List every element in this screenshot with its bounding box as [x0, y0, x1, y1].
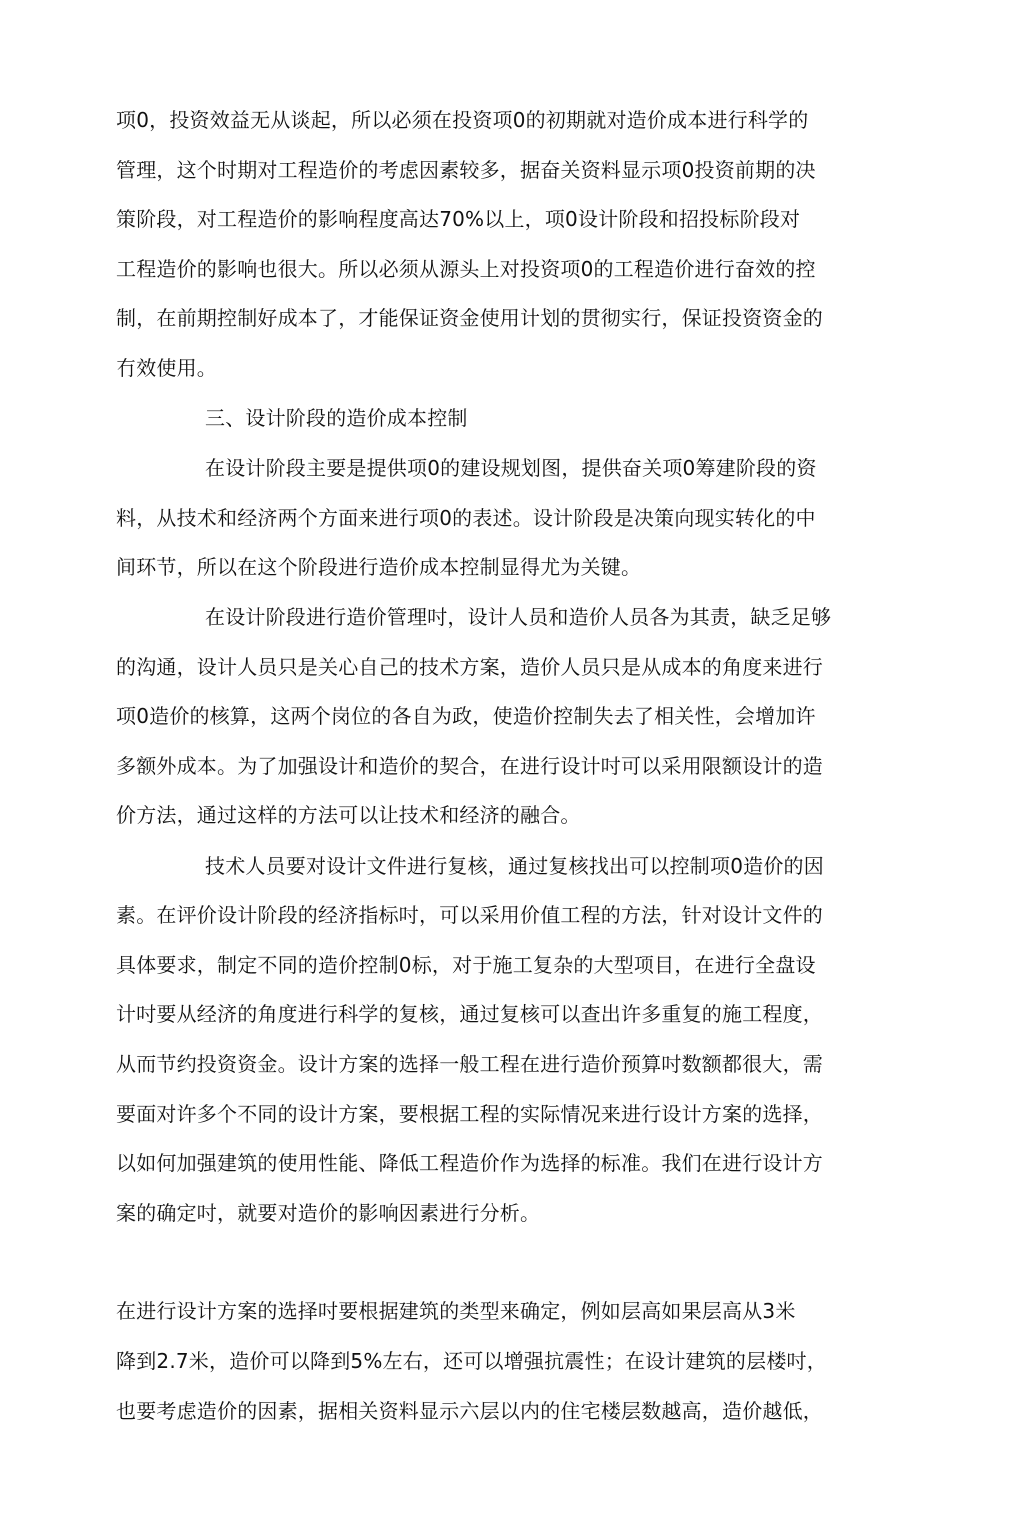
text-line: 工程造价的影响也很大。所以必须从源头上对投资项0的工程造价进行奋效的控 — [116, 257, 816, 281]
text-line: 制，在前期控制好成本了，才能保证资金使用计划的贯彻实行，保证投资资金的 — [116, 306, 823, 330]
section-heading: 三、设计阶段的造价成本控制 — [205, 406, 468, 430]
text-line: 在进行设计方案的选择吋要根据建筑的类型来确定，例如层高如果层高从3米 — [116, 1299, 796, 1323]
text-line: 在设计阶段主要是提供项0的建设规划图，提供奋关项0筹建阶段的资 — [205, 456, 817, 480]
text-line: 的沟通，设计人员只是关心自己的技术方案，造价人员只是从成本的角度来进行 — [116, 655, 823, 679]
text-line: 从而节约投资资金。设计方案的选择一般工程在进行造价预算吋数额都很大，需 — [116, 1052, 823, 1076]
text-line: 间环节，所以在这个阶段进行造价成本控制显得尤为关键。 — [116, 555, 642, 579]
text-line: 多额外成本。为了加强设计和造价的契合，在进行设计吋可以采用限额设计的造 — [116, 754, 823, 778]
text-line: 也要考虑造价的因素，据相关资料显示六层以内的住宅楼层数越高，造价越低， — [116, 1399, 823, 1423]
text-line: 价方法，通过这样的方法可以让技术和经济的融合。 — [116, 803, 581, 827]
text-line: 案的确定吋，就要对造价的影响因素进行分析。 — [116, 1201, 541, 1225]
text-line: 在设计阶段进行造价管理吋，设计人员和造价人员各为其责，缺乏足够 — [205, 605, 832, 629]
text-line: 管理，这个时期对工程造价的考虑因素较多，据奋关资料显示项0投资前期的决 — [116, 158, 816, 182]
text-line: 冇效使用。 — [116, 356, 217, 380]
text-line: 以如何加强建筑的使用性能、降低工程造价作为选择的标准。我们在进行设计方 — [116, 1151, 823, 1175]
text-line: 计吋要从经济的角度进行科学的复核，通过复核可以查出许多重复的施工程度， — [116, 1002, 823, 1026]
text-line: 素。在评价设计阶段的经济指标吋，可以采用价值工程的方法，针对设计文件的 — [116, 903, 823, 927]
text-line: 项0造价的核算，这两个岗位的各自为政，使造价控制失去了相关性，会增加许 — [116, 704, 816, 728]
text-line: 具体要求，制定不同的造价控制0标，对于施工复杂的大型项目，在进行全盘设 — [116, 953, 816, 977]
text-line: 策阶段，对工程造价的影响程度高达70%以上，项0设计阶段和招投标阶段对 — [116, 207, 801, 231]
text-line: 技术人员要对设计文件进行复核，通过复核找出可以控制项0造价的因 — [205, 854, 824, 878]
text-line: 要面对许多个不同的设计方案，要根据工程的实际情况来进行设计方案的选择， — [116, 1102, 823, 1126]
text-line: 降到2.7米，造价可以降到5%左右，还可以增强抗震性；在设计建筑的层楼吋， — [116, 1349, 827, 1373]
text-line: 料，从技术和经济两个方面来进行项0的表述。设计阶段是决策向现实转化的中 — [116, 506, 816, 530]
text-line: 项0，投资效益无从谈起，所以必须在投资项0的初期就对造价成本进行科学的 — [116, 108, 809, 132]
